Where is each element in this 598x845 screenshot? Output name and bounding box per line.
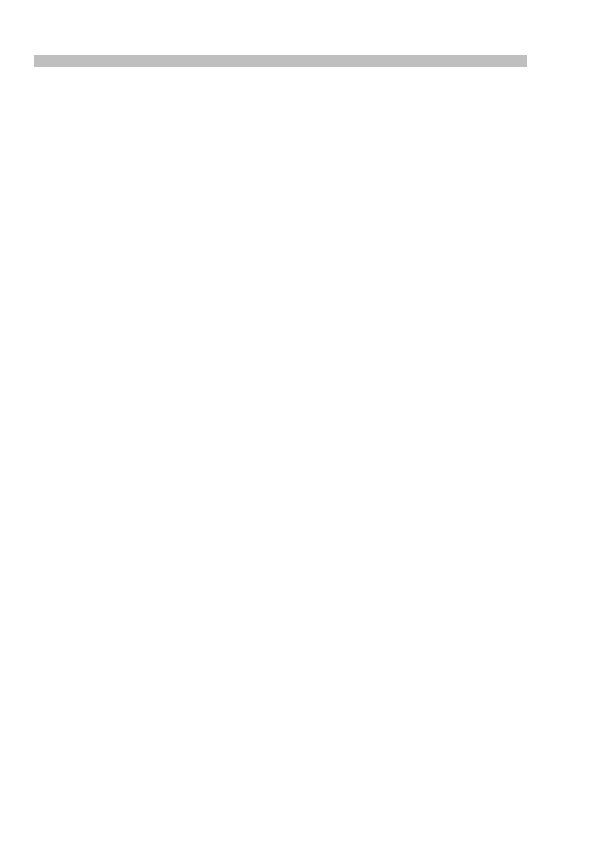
kennzahlen-table [34, 55, 527, 67]
table-header [34, 55, 527, 67]
